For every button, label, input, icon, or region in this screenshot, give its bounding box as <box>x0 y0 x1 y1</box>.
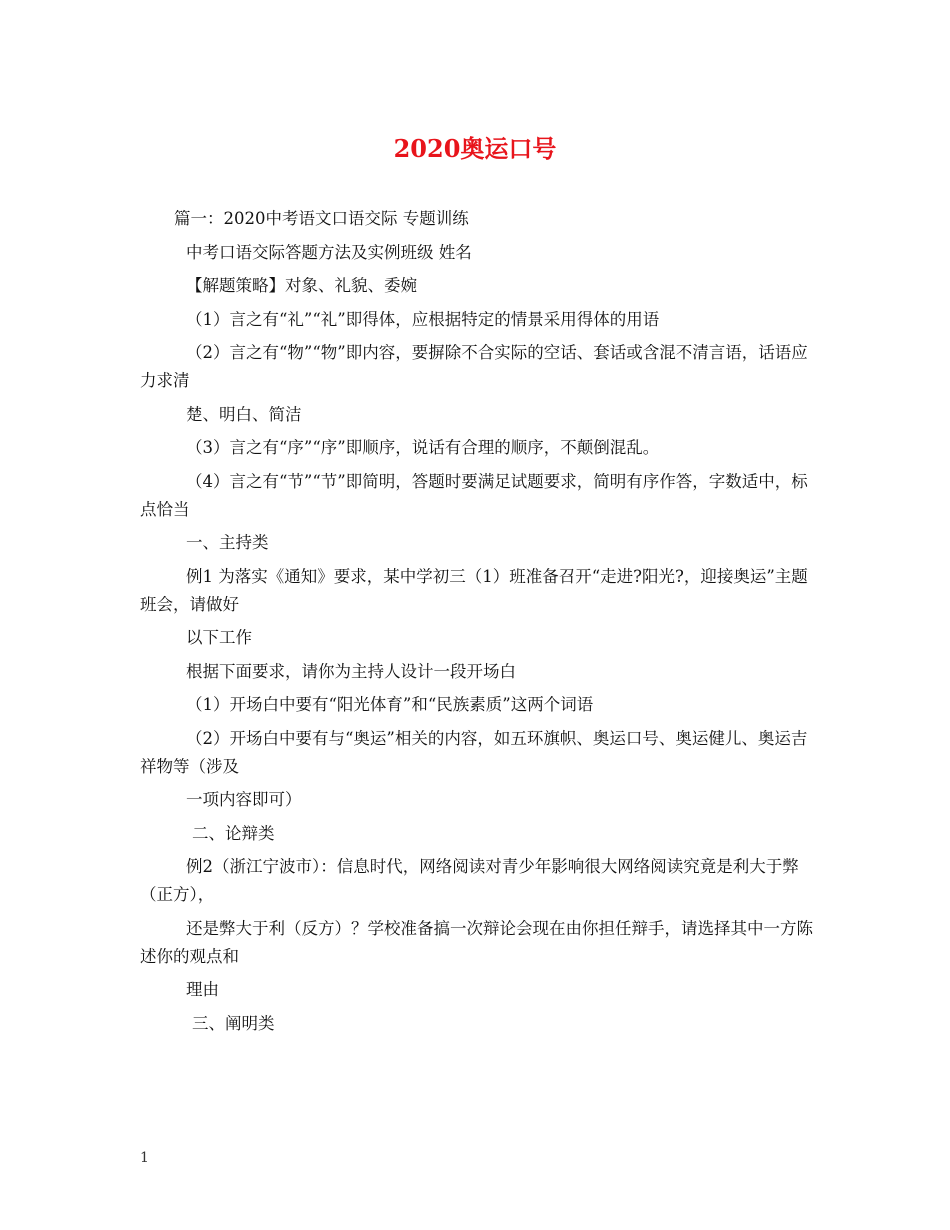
page-number: 1 <box>140 1150 149 1166</box>
paragraph-4: （1）言之有“礼”“礼”即得体，应根据特定的情景采用得体的用语 <box>186 309 660 329</box>
paragraph-8: （4）言之有“节”“节”即简明，答题时要满足试题要求，简明有序作答，字数适中，标点恰当 <box>140 471 808 519</box>
paragraph-2: 中考口语交际答题方法及实例班级 姓名 <box>186 242 472 262</box>
paragraph-11: 根据下面要求，请你为主持人设计一段开场白 <box>186 661 516 681</box>
paragraph-12: （1）开场白中要有“阳光体育”和“民族素质”这两个词语 <box>186 695 594 714</box>
section-heading-debate: 二、论辩类 <box>192 823 275 843</box>
paragraph-1: 篇一：2020中考语文口语交际 专题训练 <box>174 209 469 228</box>
paragraph-14: 一项内容即可） <box>186 790 302 809</box>
paragraph-6: 楚、明白、简洁 <box>186 404 302 424</box>
paragraph-example-1: 例1 为落实《通知》要求，某中学初三（1）班准备召开“走进?阳光?，迎接奥运”主题班会，请做好 <box>140 566 808 614</box>
paragraph-10: 以下工作 <box>186 628 252 647</box>
section-heading-hosting: 一、主持类 <box>186 533 269 552</box>
paragraph-3: 【解题策略】对象、礼貌、委婉 <box>186 276 417 295</box>
document-body <box>140 205 820 1043</box>
paragraph-18: 理由 <box>186 980 219 999</box>
paragraph-7: （3）言之有“序”“序”即顺序，说话有合理的顺序，不颠倒混乱。 <box>186 438 660 457</box>
paragraph-17: 还是弊大于利（反方）？学校准备搞一次辩论会现在由你担任辩手，请选择其中一方陈述你的观点和 <box>140 918 813 966</box>
document-title: 2020奥运口号 <box>393 134 557 163</box>
paragraph-13: （2）开场白中要有与“奥运”相关的内容，如五环旗帜、奥运口号、奥运健儿、奥运吉祥物等（涉及 <box>140 728 808 776</box>
section-heading-explain: 三、阐明类 <box>192 1013 275 1033</box>
paragraph-5: （2）言之有“物”“物”即内容，要摒除不合实际的空话、套话或含混不清言语，话语应力求清 <box>140 343 808 390</box>
paragraph-example-2: 例2（浙江宁波市）：信息时代，网络阅读对青少年影响很大网络阅读究竟是利大于弊（正方）， <box>140 857 799 904</box>
